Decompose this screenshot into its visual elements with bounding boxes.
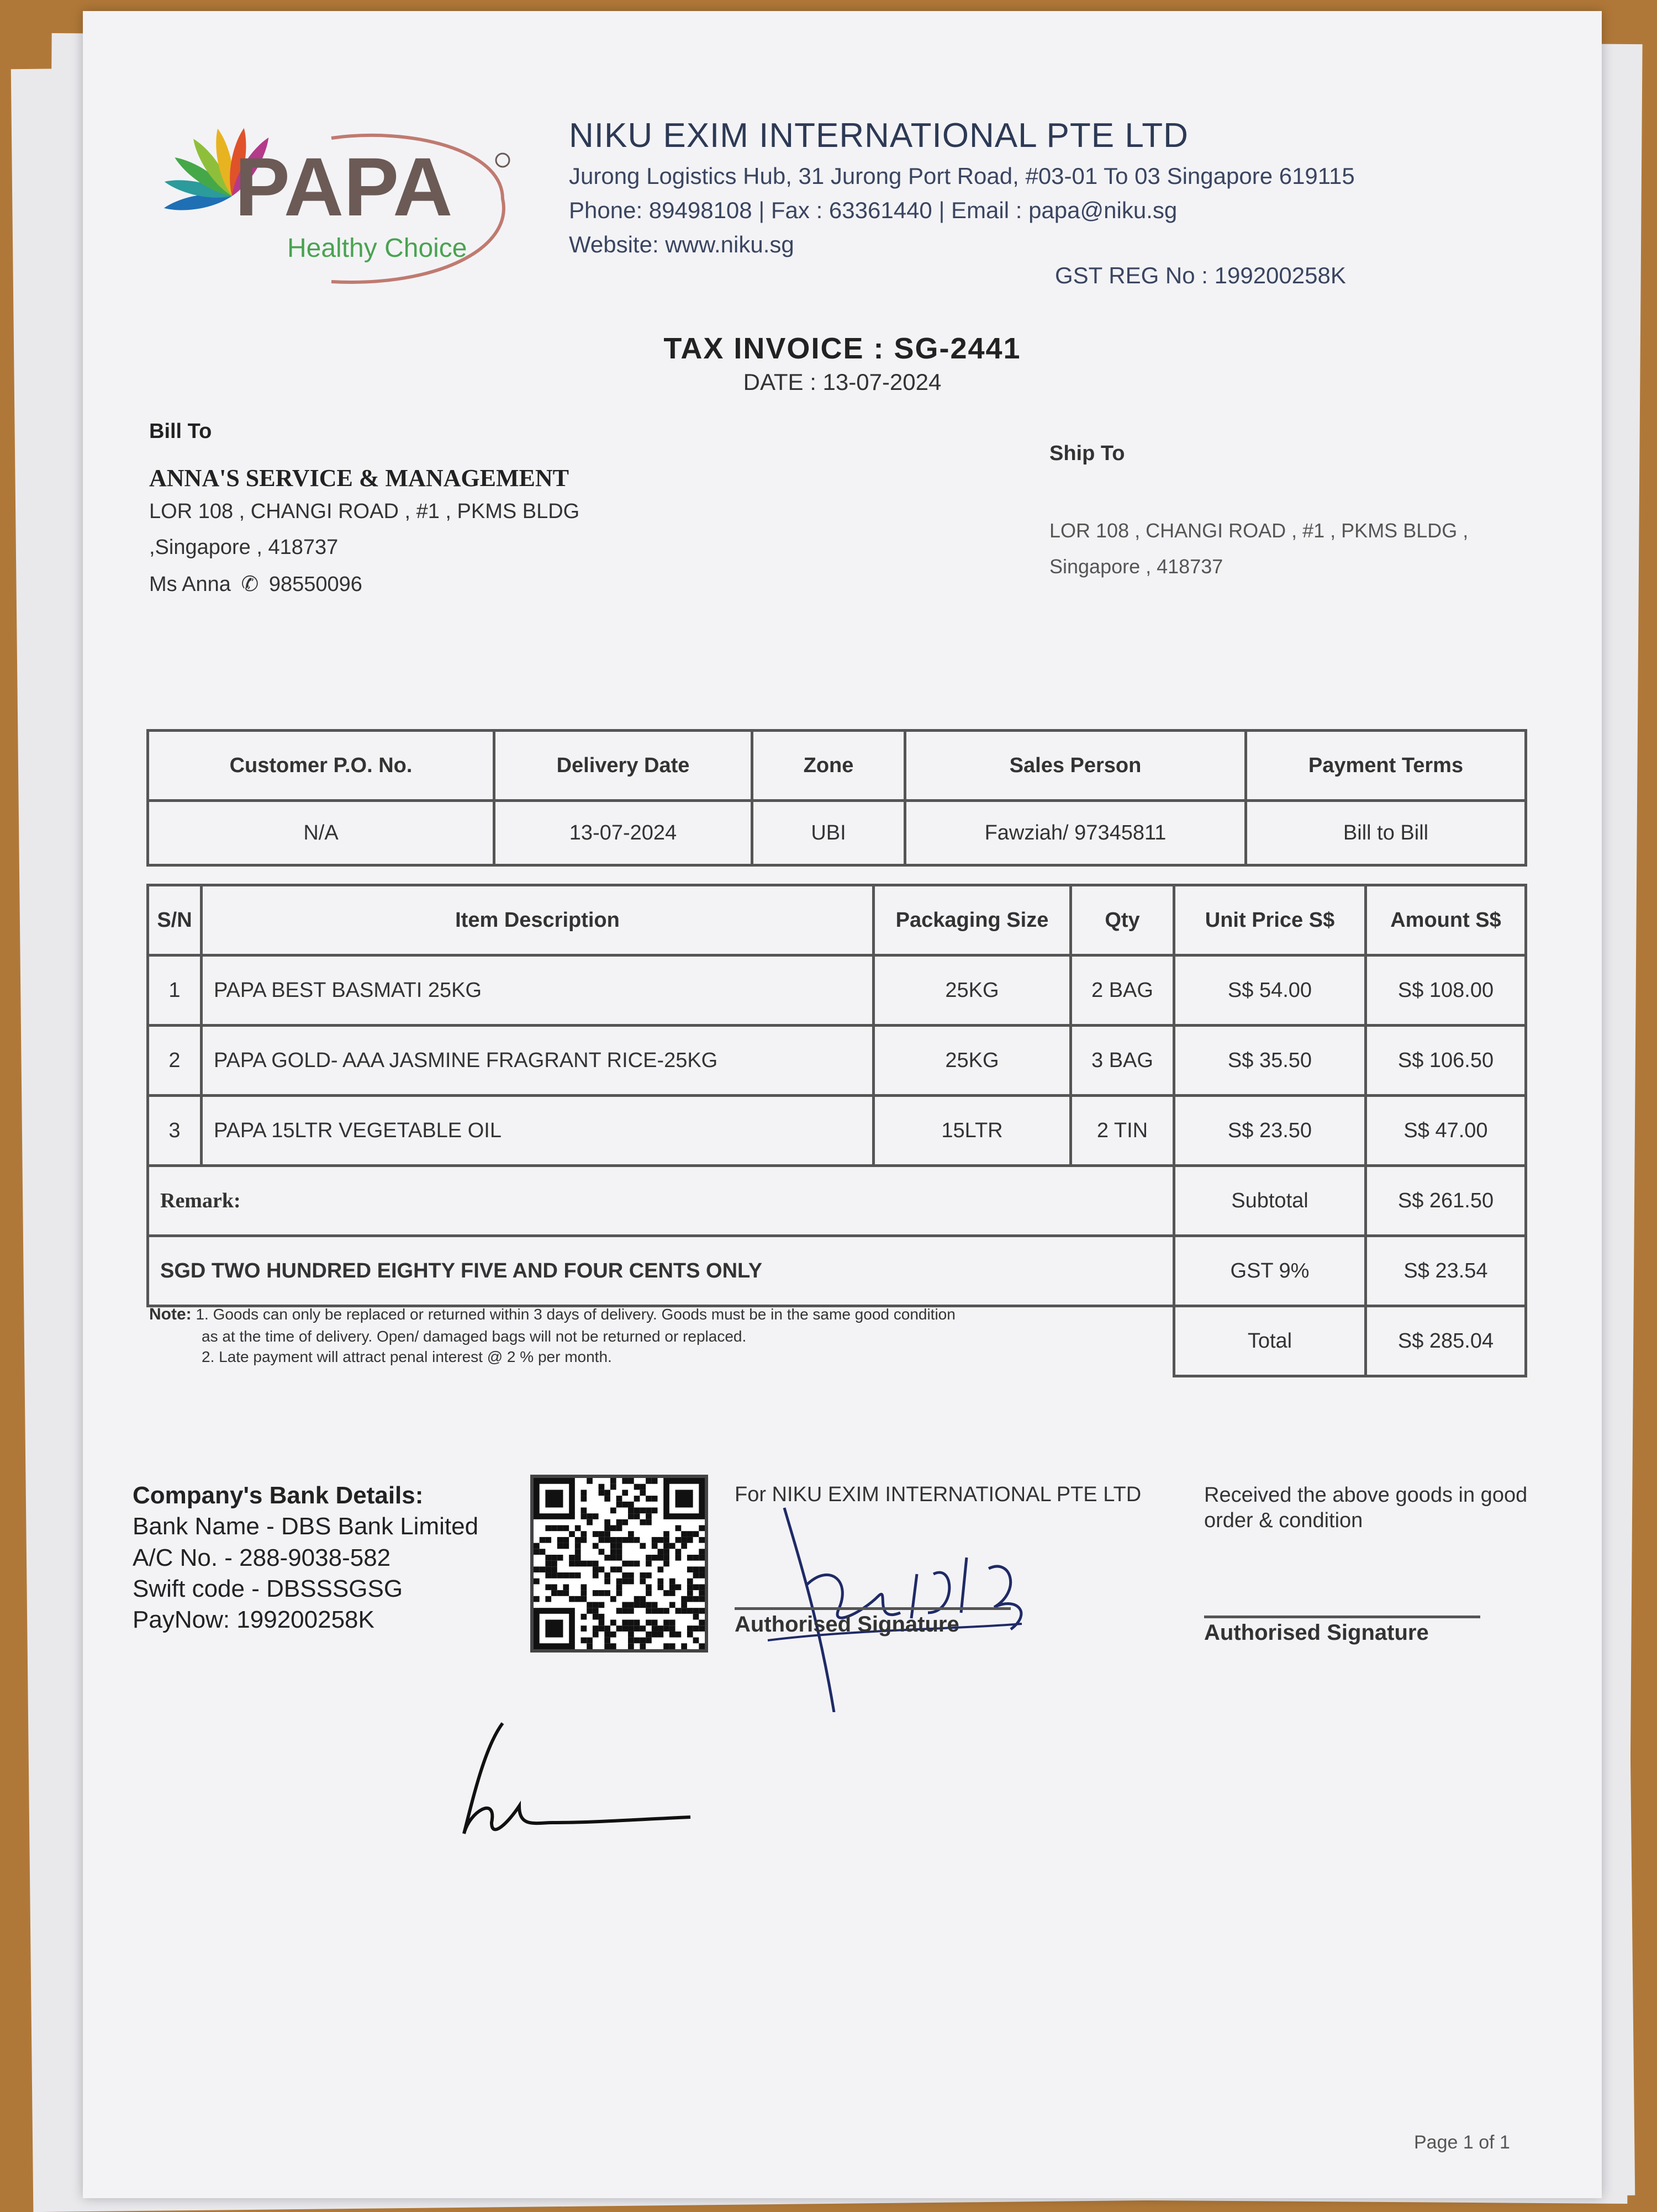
company-website: Website: www.niku.sg [569, 231, 794, 257]
header-unit-price: Unit Price S$ [1174, 885, 1366, 955]
papa-logo [149, 105, 536, 304]
bank-name: Bank Name - DBS Bank Limited [133, 1513, 479, 1540]
subtotal-row [148, 1166, 1526, 1236]
delivery-date-value: 13-07-2024 [494, 801, 752, 865]
header-packaging-size: Packaging Size [874, 885, 1071, 955]
item-packaging: 25KG [874, 955, 1071, 1026]
item-packaging: 15LTR [874, 1096, 1071, 1166]
invoice-page [83, 11, 1602, 2198]
item-amount: S$ 106.50 [1366, 1026, 1526, 1096]
for-company-label: For NIKU EXIM INTERNATIONAL PTE LTD [735, 1483, 1142, 1506]
bill-to-line1: LOR 108 , CHANGI ROAD , #1 , PKMS BLDG [149, 500, 580, 523]
table-row [148, 1026, 1526, 1096]
bank-account: A/C No. - 288-9038-582 [133, 1544, 391, 1571]
item-unit-price: S$ 23.50 [1174, 1096, 1366, 1166]
gst-row [148, 1236, 1526, 1306]
item-sn: 3 [148, 1096, 202, 1166]
authorised-signature-label-1: Authorised Signature [735, 1607, 1011, 1637]
subtotal-value: S$ 261.50 [1366, 1166, 1526, 1236]
header-item-description: Item Description [202, 885, 874, 955]
order-info-table [146, 729, 1527, 867]
total-value: S$ 285.04 [1366, 1306, 1526, 1376]
contact-phone: 98550096 [268, 573, 362, 596]
bill-to-name: ANNA'S SERVICE & MANAGEMENT [149, 464, 569, 492]
header-sales-person: Sales Person [905, 731, 1246, 801]
received-goods-text: Received the above goods in good order & condition [1204, 1484, 1528, 1532]
item-packaging: 25KG [874, 1026, 1071, 1096]
contact-name: Ms Anna [149, 573, 231, 596]
remark-label: Remark: [148, 1166, 1174, 1236]
item-unit-price: S$ 54.00 [1174, 955, 1366, 1026]
bill-to-line2: ,Singapore , 418737 [149, 536, 339, 559]
item-amount: S$ 108.00 [1366, 955, 1526, 1026]
table-row [148, 801, 1526, 865]
zone-value: UBI [752, 801, 905, 865]
header-customer-po: Customer P.O. No. [148, 731, 494, 801]
subtotal-label: Subtotal [1174, 1166, 1366, 1236]
header-zone: Zone [752, 731, 905, 801]
bank-details [133, 1480, 478, 1636]
authorised-signature-label-2: Authorised Signature [1204, 1616, 1480, 1645]
note-label: Note: [149, 1305, 192, 1323]
table-row [148, 955, 1526, 1026]
item-qty: 3 BAG [1071, 1026, 1174, 1096]
logo-tagline: Healthy Choice [287, 234, 467, 263]
invoice-title: TAX INVOICE : SG-2441 [663, 332, 1021, 365]
bank-title: Company's Bank Details: [133, 1482, 424, 1509]
header-amount: Amount S$ [1366, 885, 1526, 955]
paynow-qr-code[interactable] [530, 1475, 708, 1653]
table-header-row [148, 731, 1526, 801]
gst-reg-no: GST REG No : 199200258K [1055, 262, 1346, 288]
company-contact: Phone: 89498108 | Fax : 63361440 | Email : papa@niku.sg [569, 197, 1178, 223]
handwritten-signature-2 [409, 1712, 696, 1856]
logo-brand: PAPA [235, 140, 453, 233]
ship-to-line1: LOR 108 , CHANGI ROAD , #1 , PKMS BLDG , [1049, 519, 1469, 542]
ship-to-line2: Singapore , 418737 [1049, 555, 1223, 578]
invoice-date: DATE : 13-07-2024 [743, 369, 942, 395]
note-1: 1. Goods can only be replaced or returned within 3 days of delivery. Goods must be in the same good condition [196, 1306, 956, 1323]
amount-in-words: SGD TWO HUNDRED EIGHTY FIVE AND FOUR CENTS ONLY [148, 1236, 1174, 1306]
total-label: Total [1174, 1306, 1366, 1376]
note-1-continued: as at the time of delivery. Open/ damaged bags will not be returned or replaced. [202, 1327, 747, 1345]
bank-paynow: PayNow: 199200258K [133, 1606, 374, 1634]
header-qty: Qty [1071, 885, 1174, 955]
note-2: 2. Late payment will attract penal interest @ 2 % per month. [202, 1348, 612, 1366]
table-row [148, 1096, 1526, 1166]
payment-terms-value: Bill to Bill [1246, 801, 1526, 865]
customer-po-value: N/A [148, 801, 494, 865]
invoice-title-block [83, 331, 1602, 395]
item-sn: 1 [148, 955, 202, 1026]
terms-notes [149, 1303, 1199, 1368]
item-amount: S$ 47.00 [1366, 1096, 1526, 1166]
ship-to-label: Ship To [1049, 442, 1125, 465]
header-payment-terms: Payment Terms [1246, 731, 1526, 801]
sales-person-value: Fawziah/ 97345811 [905, 801, 1246, 865]
item-qty: 2 BAG [1071, 955, 1174, 1026]
item-qty: 2 TIN [1071, 1096, 1174, 1166]
item-description: PAPA 15LTR VEGETABLE OIL [202, 1096, 874, 1166]
item-description: PAPA GOLD- AAA JASMINE FRAGRANT RICE-25KG [202, 1026, 874, 1096]
item-sn: 2 [148, 1026, 202, 1096]
company-address: Jurong Logistics Hub, 31 Jurong Port Road, #03-01 To 03 Singapore 619115 [569, 163, 1355, 189]
page-number: Page 1 of 1 [1414, 2132, 1510, 2153]
header-sn: S/N [148, 885, 202, 955]
phone-icon: ✆ [241, 573, 259, 596]
gst-value: S$ 23.54 [1366, 1236, 1526, 1306]
bank-swift: Swift code - DBSSSGSG [133, 1575, 403, 1602]
company-name: NIKU EXIM INTERNATIONAL PTE LTD [569, 117, 1189, 155]
gst-label: GST 9% [1174, 1236, 1366, 1306]
company-header [569, 116, 1355, 258]
header-delivery-date: Delivery Date [494, 731, 752, 801]
item-unit-price: S$ 35.50 [1174, 1026, 1366, 1096]
table-header-row [148, 885, 1526, 955]
item-description: PAPA BEST BASMATI 25KG [202, 955, 874, 1026]
bill-to-contact [149, 572, 362, 596]
bill-to-label: Bill To [149, 420, 212, 443]
